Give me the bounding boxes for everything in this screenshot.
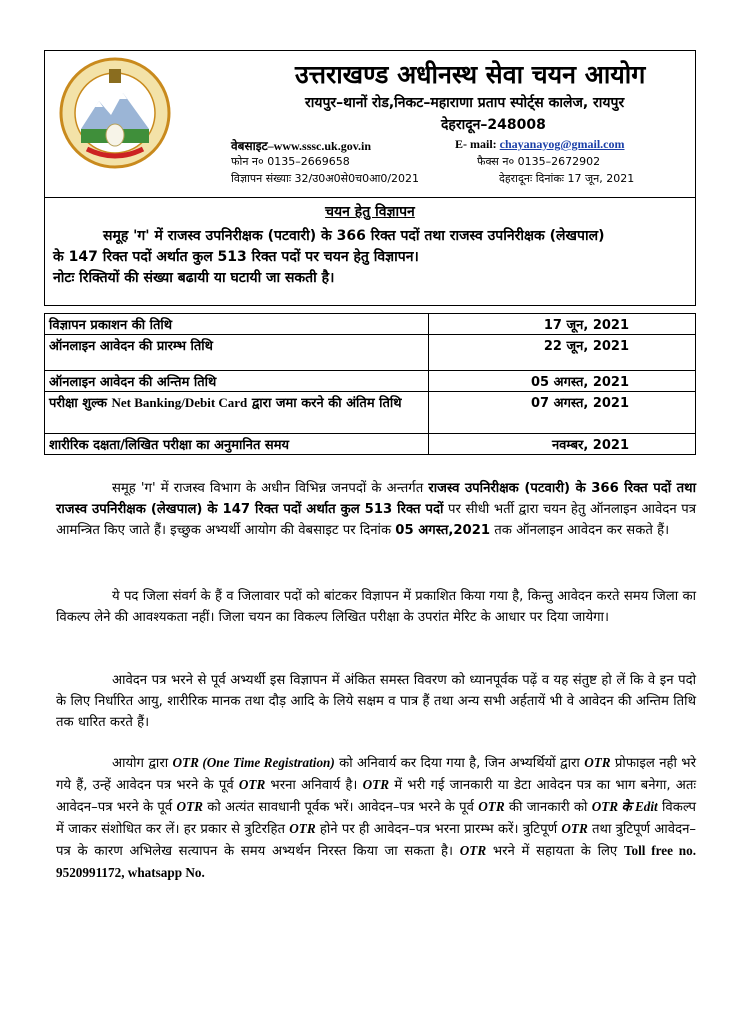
paragraph-2: ये पद जिला संवर्ग के हैं व जिलावार पदों को बांटकर विज्ञापन में प्रकाशित किया गया है, किन्तु आवेदन करते समय जिला का विकल्प लेने की आवश्यकता नहीं। जिला चयन का विकल्प लिखित परीक्षा के उपरांत मेरिट के आधार पर दिया जायेगा।	[56, 589, 696, 625]
notice-line-3: नोटः रिक्तियों की संख्या बढायी या घटायी जा सकती है।	[53, 270, 335, 286]
notice-title: चयन हेतु विज्ञापन	[325, 204, 415, 220]
email-link[interactable]: chayanayog@gmail.com	[499, 137, 625, 151]
important-dates-table	[44, 313, 696, 455]
date-value: 22 जून, 2021	[429, 335, 696, 371]
table-row	[45, 392, 696, 434]
date-value: 17 जून, 2021	[429, 314, 696, 335]
date-label: शारीरिक दक्षता/लिखित परीक्षा का अनुमानित समय	[45, 434, 429, 455]
email-line	[455, 137, 625, 152]
table-row	[45, 371, 696, 392]
paragraph-4: आयोग द्वारा OTR (One Time Registration) को अनिवार्य कर दिया गया है, जिन अभ्यर्थियों द्वारा OTR प्रोफाइल नही भरे गये हैं, उन्हें आवेदन पत्र भरने के पूर्व OTR भरना अनिवार्य है। OTR में भरी गई जानकारी या डेटा आवेदन पत्र का भाग बनेगा, अतः आवेदन–पत्र भरने के पूर्व OTR को अत्यंत सावधानी पूर्वक भरें। आवेदन–पत्र भरने के पूर्व OTR की जानकारी को OTR के Edit विकल्प में जाकर संशोधित कर लें। हर प्रकार से त्रुटिरहित OTR होने पर ही आवेदन–पत्र भरना प्रारम्भ करें। त्रुटिपूर्ण OTR तथा त्रुटिपूर्ण आवेदन–पत्र के कारण अभिलेख सत्यापन के समय अभ्यर्थन निरस्त किया जा सकता है। OTR भरने में सहायता के लिए Toll free no. 9520991172, whatsapp No.	[56, 755, 697, 880]
table-row	[45, 434, 696, 455]
date-label: परीक्षा शुल्क Net Banking/Debit Card द्वारा जमा करने की अंतिम तिथि	[45, 392, 429, 434]
paragraph-1: समूह 'ग' में राजस्व विभाग के अधीन विभिन्न जनपदों के अन्तर्गत राजस्व उपनिरीक्षक (पटवारी) के 366 रिक्त पदों तथा राजस्व उपनिरीक्षक (लेखपाल) के 147 रिक्त पदों अर्थात कुल 513 रिक्त पदों पर सीधी भर्ती द्वारा चयन हेतु ऑनलाइन आवेदन पत्र आमन्त्रित किए जाते हैं। इच्छुक अभ्यर्थी आयोग की वेबसाइट पर दिनांक 05 अगस्त,2021 तक ऑनलाइन आवेदन कर सकते हैं।	[56, 481, 696, 538]
date-label: विज्ञापन प्रकाशन की तिथि	[45, 314, 429, 335]
date-value: 05 अगस्त, 2021	[429, 371, 696, 392]
commission-title: उत्तराखण्ड अधीनस्थ सेवा चयन आयोग	[295, 60, 646, 89]
website-text: वेबसाइट–www.sssc.uk.gov.in	[231, 139, 372, 153]
advertisement-number: विज्ञापन संख्याः 32/उ0अ0से0च0आ0/2021	[231, 172, 420, 185]
fax-number: फैक्स न० 0135–2672902	[477, 155, 601, 168]
table-row	[45, 335, 696, 371]
commission-emblem-logo	[59, 57, 171, 169]
date-value: नवम्बर, 2021	[429, 434, 696, 455]
date-label: ऑनलाइन आवेदन की प्रारम्भ तिथि	[45, 335, 429, 371]
phone-number: फोन न० 0135–2669658	[231, 155, 350, 168]
notice-box	[44, 198, 696, 306]
notice-line-1: समूह 'ग' में राजस्व उपनिरीक्षक (पटवारी) के 366 रिक्त पदों तथा राजस्व उपनिरीक्षक (लेखपाल)	[103, 228, 605, 244]
address-line-1: रायपुर–थानों रोड,निकट–महाराणा प्रताप स्पोर्ट्स कालेज, रायपुर	[305, 95, 625, 111]
date-value: 07 अगस्त, 2021	[429, 392, 696, 434]
email-label: E- mail:	[455, 137, 497, 151]
table-row	[45, 314, 696, 335]
letterhead	[44, 50, 696, 198]
advertisement-date: देहरादूनः दिनांकः 17 जून, 2021	[499, 172, 635, 185]
address-line-2: देहरादून–248008	[441, 117, 546, 133]
notice-body	[53, 226, 687, 289]
paragraph-3: आवेदन पत्र भरने से पूर्व अभ्यर्थी इस विज्ञापन में अंकित समस्त विवरण को ध्यानपूर्वक पढ़ें व यह संतुष्ट हो लें कि वे इन पदो के लिए निर्धारित आयु, शारीरिक मानक तथा दौड़ आदि के लिये सक्षम व पात्र हैं तथा अन्य सभी अर्हतायें भी वे आवेदन की अन्तिम तिथि तक धारित करते हैं।	[56, 673, 696, 730]
notice-line-2: के 147 रिक्त पदों अर्थात कुल 513 रिक्त पदों पर चयन हेतु विज्ञापन।	[53, 249, 419, 265]
date-label: ऑनलाइन आवेदन की अन्तिम तिथि	[45, 371, 429, 392]
